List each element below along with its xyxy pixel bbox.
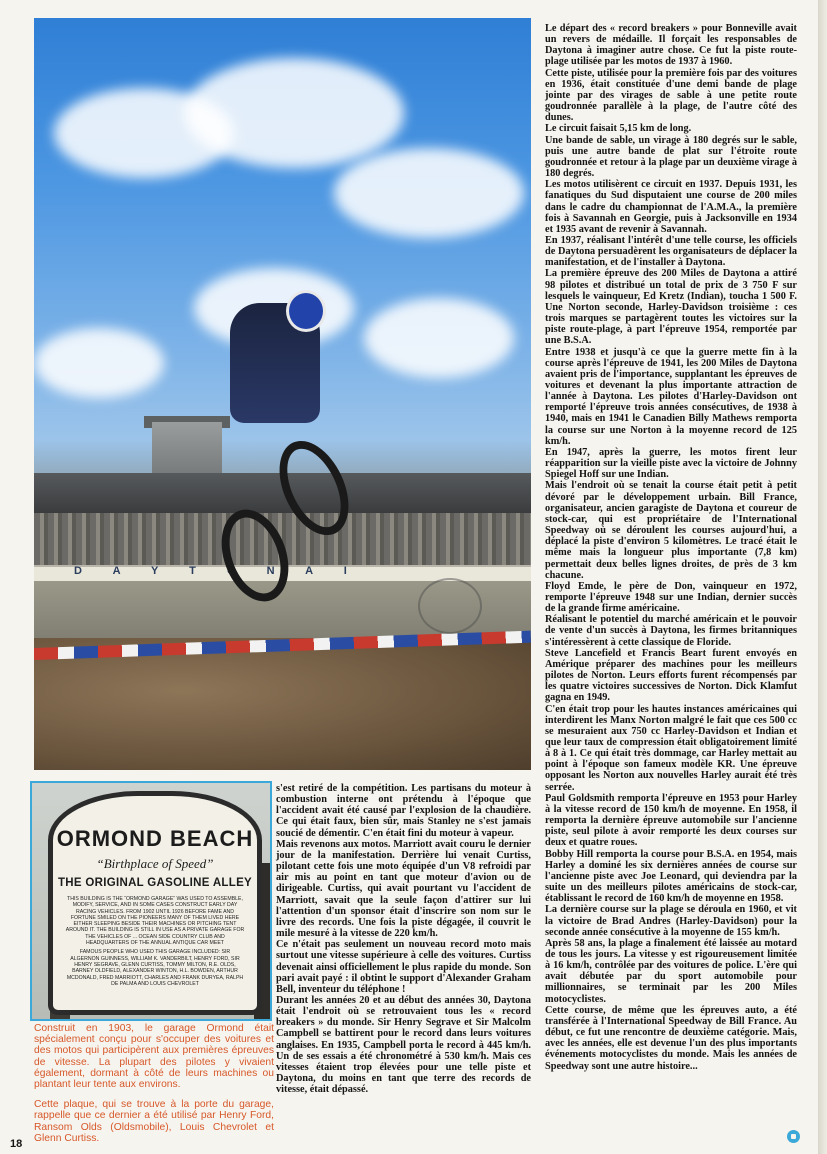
article-paragraph: Floyd Emde, le père de Don, vainqueur en 1972, remporte l'épreuve 1948 sur une Indian, dernier succès de la grande firme américaine.: [545, 580, 797, 615]
main-photo-daytona-jump: [34, 18, 531, 770]
watermark-logo: [418, 578, 482, 634]
article-paragraph: En 1937, réalisant l'intérêt d'une telle course, les officiels de Daytona persuadèrent les organisateurs de déplacer la manifestation, et de l'installer à Daytona.: [545, 234, 797, 269]
end-of-article-icon: [787, 1130, 800, 1143]
caption-paragraph: Construit en 1903, le garage Ormond était spécialement conçu pour s'occuper des voitures et des motos qui participèrent aux premières épreuves de vitesse. La plupart des pilotes y vivaient également, dormant à côté de leurs machines ou plantant leur tente aux environs.: [34, 1023, 274, 1091]
article-paragraph: Réalisant le potentiel du marché américain et le pouvoir de vente d'un succès à Daytona, les firmes britanniques s'intéressèrent à cette classique de Floride.: [545, 614, 797, 648]
article-paragraph: Cette piste, utilisée pour la première fois par des voitures en 1936, était constituée d'une demi bande de plage jointe par des virages de sable à une petite route goudronnée parallèle à la plage, de l'autre côté des dunes.: [545, 67, 797, 124]
article-paragraph: Durant les années 20 et au début des années 30, Daytona était l'endroit où se retrouvaient tous les « record breakers » du monde. Sir Henry Segrave et Sir Malcolm Campbell se battirent pour le record dans leurs voitures anglaises. En 1935, Campbell porta le record à 445 km/h. Un de ses essais a été chronométré à 530 km/h. Mais ces vitesses étaient trop élevées pour une telle piste et Daytona, du moins en tant que terre des records de vitesse, était dépassé.: [276, 994, 531, 1096]
article-paragraph: Le circuit faisait 5,15 km de long.: [545, 123, 692, 135]
article-paragraph: Paul Goldsmith remporta l'épreuve en 1953 pour Harley à la vitesse record de 150 km/h de moyenne. En 1958, il remporta la dernière épreuve automobile sur l'ancienne piste, seul pilote à avoir remporté les deux courses sur deux et quatre roues.: [545, 792, 797, 849]
article-paragraph: Bobby Hill remporta la course pour B.S.A. en 1954, mais Harley a dominé les six dernières années de course sur l'ancienne piste avec Joe Leonard, qui deviendra par la suite un des meilleurs pilotes américains de stock-car, établissant le record de 160 km/h de moyenne en 1958.: [545, 848, 797, 905]
sign-photo-caption: [34, 1023, 274, 1144]
caption-paragraph: Cette plaque, qui se trouve à la porte du garage, rappelle que ce dernier a été utilisé par Henry Ford, Ransom Olds (Oldsmobile), Louis Chevrolet et Glenn Curtiss.: [34, 1099, 274, 1144]
article-paragraph: C'en était trop pour les hautes instances américaines qui interdirent les Manx Norton malgré le fait que ces 500 cc se mesuraient aux 750 cc Harley-Davidson et Indian et que leur taux de compression était obligatoirement limité à 8 à 1. Ce qui était très dommage, car Harley mettait au point à l'époque son fameux modèle KR. Une épreuve opposant les Norton aux nouvelles Harley aurait été très serrée.: [545, 703, 797, 793]
rider-helmet: [286, 290, 326, 332]
cloud: [334, 148, 524, 238]
article-paragraph: Steve Lancefield et Francis Beart furent envoyés en Amérique préparer des machines pour les meilleurs pilotes de Norton. Leurs efforts furent récompensés par les quatre victoires successives de Norton. Dick Klamfut gagna en 1949.: [545, 647, 797, 704]
dirt-mound: [34, 638, 531, 770]
sign-heading: THE ORIGINAL GASOLINE ALLEY: [57, 877, 253, 889]
article-paragraph: Mais revenons aux motos. Marriott avait couru le dernier jour de la manifestation. Derrière lui venait Curtiss, pilotant cette fois une moto équipée d'un V8 refroidi par air mis au point en tant que moteur d'avion ou de dirigeable. Curtiss, qui avait pourtant vu l'accident de Marriott, savait que la seule façon d'attirer sur lui l'attention d'un sponsor était d'inscrire son nom sur le livre des records. Une fois la piste dégagée, il couvrit le mile mesuré à la vitesse de 220 km/h.: [276, 838, 531, 940]
page-edge: [818, 0, 827, 1154]
cloud: [184, 58, 404, 168]
article-paragraph: La dernière course sur la plage se déroula en 1960, et vit la victoire de Brad Andres (Harley-Davidson) pour la seconde année consécutive à la moyenne de 155 km/h.: [545, 904, 797, 938]
track-wall-lettering: D A Y T O N A I: [74, 565, 361, 577]
article-paragraph: Ce n'était pas seulement un nouveau record moto mais surtout une vitesse supérieure à celle des voitures. Curtiss devenait ainsi officiellement le plus rapide du monde. Son pari avait payé : il obtint le support d'Alexander Graham Bell, inventeur du téléphone !: [276, 939, 531, 995]
article-paragraph: Cette course, de même que les épreuves auto, a été transférée à l'International Speedway de Bill France. Au début, ce fut une rencontre de deuxième catégorie. Mais, avec les années, elle est devenue l'un des plus importants événements motocyclistes du monde. Mais les années de Speedway sont une autre histoire...: [545, 1004, 797, 1072]
ormond-beach-sign-photo: [30, 781, 272, 1021]
article-paragraph: La première épreuve des 200 Miles de Daytona a attiré 98 pilotes et distribué un total de prix de 3 750 F sur lesquels le vainqueur, Ed Kretz (Indian), toucha 1 500 F. Une Norton seconde, Harley-Davidson troisième : ces trois marques se partagèrent toutes les victoires sur la piste route-plage, à part l'épreuve 1954, remportée par une B.S.A.: [545, 268, 797, 347]
sign-famous-names: FAMOUS PEOPLE WHO USED THIS GARAGE INCLUDED: SIR ALGERNON GUINNESS, WILLIAM K. VANDERBILT, HENRY FORD, SIR HENRY SEGRAVE, GLENN CURTISS, TOMMY MILTON, R.E. OLDS, BARNEY OLDFIELD, ALEXANDER WINTON, H.L. BOWDEN, ARTHUR MCDONALD, FRED MARRIOTT, CHARLES AND FRANK DURYEA, RALPH DE PALMA AND LOUIS CHEVROLET: [66, 949, 244, 987]
cloud: [34, 328, 164, 398]
article-paragraph: Mais l'endroit où se tenait la course était petit à petit dévoré par le développement urbain. Bill France, organisateur, ancien garagiste de Daytona et coureur de stock-car, qui est propriétaire de l'International Speedway où se déroulent les courses aujourd'hui, a déplacé la piste d'environ 5 kilomètres. Le tracé était le même mais la longueur plus importante (7,8 km) permettait deux belles lignes droites, de près de 3 km chacune.: [545, 480, 797, 581]
front-wheel: [210, 500, 301, 610]
article-paragraph: Le départ des « record breakers » pour Bonneville avait un revers de médaille. Il forçait les responsables de Daytona à imaginer autre chose. Ce fut la piste route-plage utilisée par les motos de 1937 à 1960.: [545, 23, 797, 68]
sign-body-text: THIS BUILDING IS THE “ORMOND GARAGE” WAS USED TO ASSEMBLE, MODIFY, SERVICE, AND IN SOME CASES CONSTRUCT EARLY DAY RACING VEHICLES. FROM 1902 UNTIL 1926 BEFORE FAME AND FORTUNE SMILED ON THE PIONEERS MANY OF THEM LIVED HERE EITHER SLEEPING BESIDE THEIR MACHINES OR PITCHING TENT AROUND IT. THE BUILDING IS STILL IN USE AS A PRIVATE GARAGE FOR THE VEHICLES OF ... OCEAN SIDE COUNTRY CLUB AND HEADQUARTERS OF THE ANNUAL ANTIQUE CAR MEET: [65, 896, 245, 947]
article-column-middle: [276, 783, 531, 1095]
article-paragraph: En 1947, après la guerre, les motos firent leur réapparition sur la vieille piste avec la victoire de Johnny Spiegel Hoff sur une Indian.: [545, 446, 797, 481]
sign-subtitle: “Birthplace of Speed”: [96, 856, 214, 871]
article-paragraph: Entre 1938 et jusqu'à ce que la guerre mette fin à la course après l'épreuve de 1941, les 200 Miles de Daytona avaient pris de l'importance, supplantant les épreuves de voitures et devenant la plus importante attraction de l'année à Daytona. Les pilotes d'Harley-Davidson ont remporté l'épreuve trois années consécutives, de 1938 à 1940, mais en 1941 le Canadien Billy Mathews remporta la course sur une Norton à la moyenne record de 125 km/h.: [545, 346, 797, 447]
article-column-right: [545, 23, 797, 1072]
sign-plate: [48, 791, 262, 1015]
article-paragraph: Après 58 ans, la plage a finalement été laissée au motard de tous les jours. La vitesse y est rigoureusement limitée à 16 km/h, contrôlée par des voitures de police. L'ère qui avait débutée par du sport automobile pour millionnaires, se terminait par les 200 Miles motocyclistes.: [545, 937, 797, 1005]
article-paragraph: Les motos utilisèrent ce circuit en 1937. Depuis 1931, les fanatiques du Sud disputaient une course de 200 miles dans le cadre du championnat de l'A.M.A., la première fois à Savannah en Georgie, puis à Jacksonville en 1934 et 1935 avant de revenir à Savannah.: [545, 179, 797, 235]
article-paragraph: Une bande de sable, un virage à 180 degrés sur le sable, puis une autre bande de plat sur l'étroite route goudronnée et retour à la plage par un deuxième virage à 180 degrés.: [545, 134, 797, 180]
cloud: [364, 298, 514, 378]
sign-title: ORMOND BEACH: [56, 826, 254, 851]
article-paragraph: s'est retiré de la compétition. Les partisans du moteur à combustion interne ont prétendu à l'époque que l'accident avait été causé par l'explosion de la chaudière. Ce qui était faux, bien sûr, mais Stanley ne s'est jamais soucié de démentir. C'en était fini du moteur à vapeur.: [276, 783, 531, 839]
page-number: 18: [10, 1138, 23, 1150]
rear-wheel: [266, 430, 363, 546]
